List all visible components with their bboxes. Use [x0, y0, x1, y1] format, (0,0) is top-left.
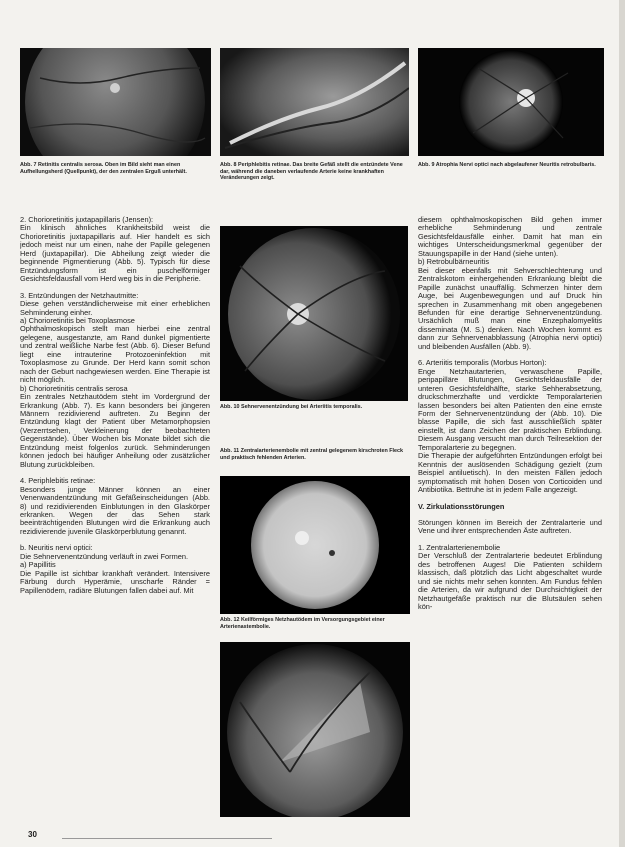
right-para-5: Störungen können im Bereich der Zentralarterie und Vene und ihrer entsprechenden Äste auftreten.	[418, 517, 602, 536]
left-para-2: Ein klinisch ähnliches Krankheitsbild weist die Chorioretinitis juxtapapillaris auf. Hier handelt es sich jedoch meist nur um einen, nahe der Papille gelegenen Herd (juxtapapillar). Die Abheilung zeigt wieder die beginnende Pigmentierung (Abb. 5). Typisch für diese Entzündungsform ist ein puschelförmiger Gesichtsfeldausfall vom Herd weg bis in die Peripherie.	[20, 223, 210, 284]
caption-fig11: Abb. 11 Zentralarterienembolie mit zentral gelegenem kirschroten Fleck und praktisch fehlenden Arterien.	[220, 448, 404, 461]
fundus-photo-fig10	[220, 226, 408, 401]
right-para-2: 6. Arteriitis temporalis (Morbus Horton):	[418, 358, 547, 368]
fundus-photo-fig8	[220, 48, 409, 156]
left-para-6: Besonders junge Männer können an einer Venenwandentzündung mit Gefäßeinscheidungen (Abb. 8) und rezidivierenden Einblutungen in den Glaskörper erkranken. Wegen der das Sehen stark beeinträchtigenden Blutungen wird die Erkrankung auch rezidivierende juvenile Glaskörperblutung genannt.	[20, 484, 210, 536]
left-para-8: Die Sehnervenentzündung verläuft in zwei Formen. a) Papillitis Die Papille ist sichtbar krankhaft verändert. Intensivere Färbung durch Hyperämie, unscharfe Ränder = Papillenödem, radiäre Blutungen fallen dabei auf. Mit	[20, 551, 210, 595]
left-para-5: 4. Periphlebitis retinae:	[20, 476, 96, 486]
right-text-column	[418, 216, 602, 821]
caption-fig7: Abb. 7 Retinitis centralis serosa. Oben im Bild sieht man einen Aufhellungsherd (Quellpunkt), der den zentralen Erguß unterhält.	[20, 162, 187, 175]
caption-fig8: Abb. 8 Periphlebitis retinae. Das breite Gefäß stellt die entzündete Vene dar, während die daneben verlaufende Arterie keine krankhaften Veränderungen zeigt.	[220, 162, 403, 182]
right-para-6: 1. Zentralarterienembolie Der Verschluß der Zentralarterie bedeutet Erblindung des betroffenen Auges! Die Patienten schildern klassisch, daß plötzlich das Licht abgeschaltet wurde und sie nichts mehr sehen konnten. Am Fundus fehlen die Arterien, da wir aufgrund der Durchsichtigkeit der Netzhautgefäße praktisch nur die Blutsäulen sehen kön-	[418, 542, 602, 612]
right-para-1: diesem ophthalmoskopischen Bild gehen immer erhebliche Sehminderung und zentrale Gesichtsfeldausfälle einher. Damit hat man ein wichtiges Unterscheidungsmerkmal gegenüber der Stauungspapille in der Hand (siehe unten). b) Retrobulbärneuritis Bei dieser ebenfalls mit Sehverschlechterung und Zentralskotom einhergehenden Erkrankung bleibt die Papille zunächst unauffällig. Schmerzen hinter dem Auge, bei Augenbewegungen und auf Druck hin sprechen in Zusammenhang mit oben angegebenen Befunden für eine derartige Sehnervenentzündung. Ursächlich muß man eine Enzephalomyelitis disseminata (M. S.) denken. Nach Wochen kommt es dann zur Sehnervenabblassung (Atrophia nervi optici) und bleibenden Ausfällen (Abb. 9).	[418, 216, 602, 351]
page-edge-shadow	[619, 0, 625, 847]
fundus-photo-fig7	[20, 48, 211, 156]
right-para-3: Enge Netzhautarterien, verwaschene Papille, peripapilläre Blutungen, Gesichtsfeldausfälle der unteren Gesichtsfeldhälfte, starke Sehherabsetzung, druckschmerzhafte und verdickte Temporalarterien lassen besonders bei alten Patienten den eine ernste Form der Sehnervenentzündung der (Abb. 10). Die blasse Papille, die sich fast ausschließlich später einstellt, ist dann Zeichen der praktischen Erblindung. Diesem Ausgang versucht man durch Teilresektion der Temporalarterie zu begegnen. Die Therapie der aufgeführten Entzündungen erfolgt bei Kenntnis der auslösenden Schädigung gezielt (zum Beispiel antiluetisch). In den meisten Fällen jedoch symptomatisch mit hohen Dosen von Corticoiden und Antibiotika. Bettruhe ist in jedem Falle angezeigt.	[418, 366, 602, 495]
fundus-photo-fig11	[220, 476, 410, 614]
caption-fig9: Abb. 9 Atrophia Nervi optici nach abgelaufener Neuritis retrobulbaris.	[418, 162, 596, 168]
fundus-photo-fig9	[418, 48, 604, 156]
left-para-7: b. Neuritis nervi optici:	[20, 543, 93, 553]
footer-rule	[62, 838, 272, 839]
caption-fig10: Abb. 10 Sehnervenentzündung bei Arteriitis temporalis.	[220, 404, 363, 410]
left-para-3: 3. Entzündungen der Netzhautmitte:	[20, 290, 139, 300]
right-heading-zirkulation: V. Zirkulationsstörungen	[418, 501, 505, 511]
caption-fig12: Abb. 12 Keilförmiges Netzhautödem im Versorgungsgebiet einer Arterienastembolie.	[220, 617, 385, 630]
page-number: 30	[28, 830, 37, 839]
left-para-1: 2. Chorioretinitis juxtapapillaris (Jensen):	[20, 216, 154, 224]
fundus-photo-fig12	[220, 642, 410, 817]
left-para-4: Diese gehen verständlicherweise mit einer erheblichen Sehminderung einher. a) Chorioretinitis bei Toxoplasmose Ophthalmoskopisch stellt man hierbei eine zentral gelegene, ausgestanzte, am Rand dunkel pigmentierte und zentral weißliche Narbe fest (Abb. 6). Dieser Befund liegt eine intrauterine Protozoeninfektion mit Toxoplasmose zu Grunde. Der Herd kann somit schon nach der Geburt nachgewiesen werden. Eine Therapie ist nicht möglich. b) Chorioretinitis centralis serosa Ein zentrales Netzhautödem steht im Vordergrund der Erkrankung (Abb. 7). Es kann besonders bei jüngeren Männern rezidivierend auftreten. Zu Beginn der Entzündung klagt der Patient über Metamorphopsien (Verzerrtsehen, Verkleinerung der beobachteten Gegenstände). Über Wochen bis Monate bildet sich die Entzündung meist folgenlos zurück. Sehminderungen können jedoch bei häufiger Anheilung oder zusätzlicher Blutung zurückbleiben.	[20, 299, 210, 469]
left-text-column	[20, 216, 210, 821]
